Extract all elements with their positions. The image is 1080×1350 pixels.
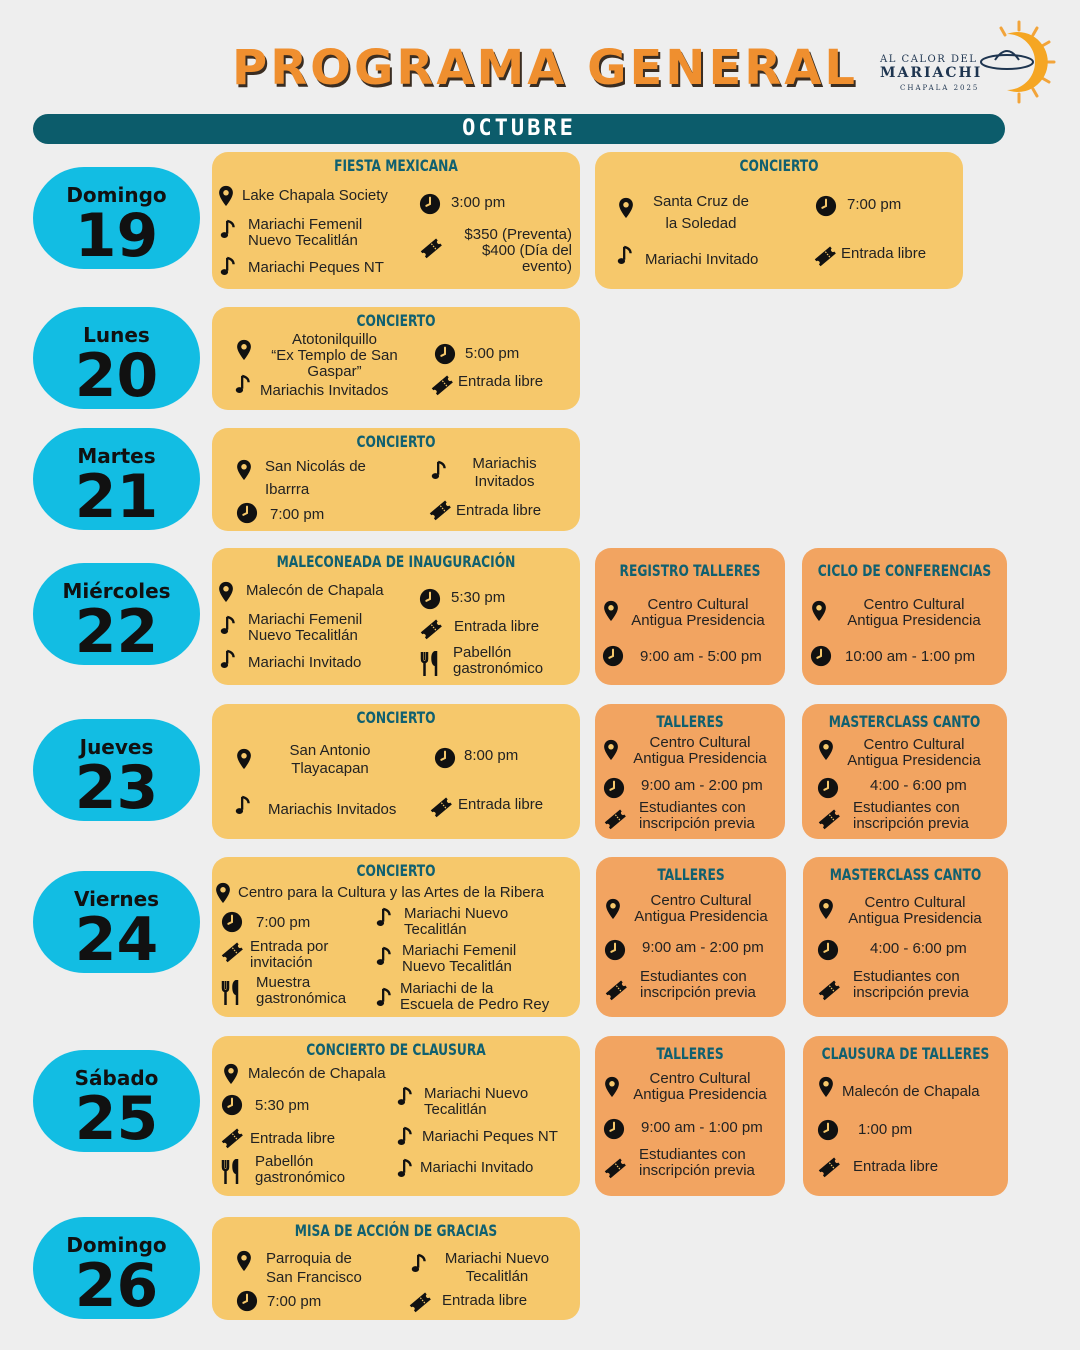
day-number: 24: [74, 905, 159, 975]
event-place: Malecón de Chapala: [246, 582, 384, 599]
clock-icon: [602, 645, 624, 667]
music-note-icon: [395, 1086, 417, 1108]
music-note-icon: [233, 374, 255, 396]
event-price: $350 (Preventa) $400 (Día del evento): [464, 226, 572, 275]
day-number: 19: [74, 201, 159, 271]
event-title: TALLERES: [656, 1044, 724, 1063]
event-food: Pabellón gastronómico: [453, 644, 544, 677]
clock-icon: [817, 1119, 839, 1141]
event-time: 10:00 am - 1:00 pm: [845, 648, 976, 665]
music-note-icon: [218, 649, 240, 671]
event-time: 7:00 pm: [267, 1293, 322, 1310]
festival-logo: [872, 20, 1062, 110]
event-card-talleres-25: [595, 1036, 785, 1196]
event-title: MASTERCLASS CANTO: [829, 865, 982, 884]
event-place: Centro Cultural Antigua Presidencia: [634, 892, 768, 925]
clock-icon: [434, 747, 456, 769]
event-note: Estudiantes con inscripción previa: [639, 1146, 755, 1179]
clock-icon: [815, 195, 837, 217]
day-name: Viernes: [73, 887, 160, 911]
event-group: Mariachis Invitados: [472, 455, 537, 490]
clock-icon: [221, 911, 243, 933]
music-note-icon: [395, 1126, 417, 1148]
clock-icon: [817, 777, 839, 799]
ticket-icon: [429, 795, 451, 817]
event-food: Pabellón gastronómico: [255, 1153, 346, 1186]
event-group: Mariachi Femenil Nuevo Tecalitlán: [248, 611, 363, 644]
event-time: 5:30 pm: [255, 1097, 310, 1114]
event-card-misa: [212, 1217, 580, 1320]
event-card-talleres-24: [596, 857, 786, 1017]
event-group: Mariachi Femenil Nuevo Tecalitlán: [402, 942, 517, 975]
clock-icon: [817, 939, 839, 961]
location-pin-icon: [600, 739, 622, 761]
clock-icon: [236, 1290, 258, 1312]
event-title: CICLO DE CONFERENCIAS: [817, 561, 992, 580]
event-group: Mariachi Nuevo Tecalitlán: [424, 1085, 529, 1118]
event-group: Mariachi Peques NT: [248, 259, 384, 276]
event-time: 9:00 am - 2:00 pm: [641, 777, 763, 794]
event-place: San Nicolás de Ibarrra: [265, 458, 366, 498]
day-name: Martes: [77, 444, 156, 468]
event-group: Mariachis Invitados: [268, 801, 397, 818]
day-pill-20: [33, 307, 200, 409]
page-title: PROGRAMA GENERAL: [232, 40, 858, 96]
ticket-icon: [813, 244, 835, 266]
event-place: San Antonio Tlayacapan: [289, 742, 371, 777]
ticket-icon: [603, 1156, 625, 1178]
event-time: 9:00 am - 2:00 pm: [642, 939, 764, 956]
event-group: Mariachis Invitados: [260, 382, 389, 399]
fork-knife-icon: [220, 980, 242, 1002]
event-place: Centro Cultural Antigua Presidencia: [848, 894, 982, 927]
location-pin-icon: [602, 898, 624, 920]
event-entry: Entrada libre: [853, 1158, 939, 1175]
location-pin-icon: [233, 1250, 255, 1272]
ticket-icon: [220, 940, 242, 962]
event-note: Estudiantes con inscripción previa: [639, 799, 755, 832]
location-pin-icon: [233, 459, 255, 481]
event-time: 7:00 pm: [256, 914, 311, 931]
event-group: Mariachi Invitado: [645, 251, 759, 268]
clock-icon: [604, 939, 626, 961]
clock-icon: [419, 193, 441, 215]
day-pill-25: [33, 1050, 200, 1152]
day-pill-26: [33, 1217, 200, 1319]
ticket-icon: [419, 236, 441, 258]
day-name: Jueves: [79, 735, 154, 759]
ticket-icon: [220, 1126, 242, 1148]
ticket-icon: [430, 373, 452, 395]
event-place: Centro Cultural Antigua Presidencia: [631, 596, 765, 629]
event-group: Mariachi Nuevo Tecalitlán: [444, 1250, 550, 1285]
month-banner: OCTUBRE: [33, 114, 1005, 144]
event-time: 5:30 pm: [451, 589, 506, 606]
clock-icon: [221, 1094, 243, 1116]
location-pin-icon: [233, 339, 255, 361]
day-pill-22: [33, 563, 200, 665]
music-note-icon: [374, 946, 396, 968]
event-time: 3:00 pm: [451, 194, 506, 211]
event-note: Estudiantes con inscripción previa: [640, 968, 756, 1001]
event-card-concierto-clausura: [212, 1036, 580, 1196]
day-name: Domingo: [66, 1233, 167, 1257]
event-card-masterclass-23: [802, 704, 1007, 839]
day-pill-19: [33, 167, 200, 269]
ticket-icon: [817, 1155, 839, 1177]
event-time: 9:00 am - 5:00 pm: [640, 648, 762, 665]
event-card-registro-talleres: [595, 548, 785, 685]
sun-hat-icon: [977, 20, 1062, 110]
event-place: Centro Cultural Antigua Presidencia: [847, 736, 981, 769]
event-title: CONCIERTO: [356, 861, 436, 880]
day-number: 22: [74, 597, 159, 667]
ticket-icon: [604, 978, 626, 1000]
event-title: MALECONEADA DE INAUGURACIÓN: [276, 552, 516, 571]
event-card-fiesta-mexicana: [212, 152, 580, 289]
event-title: MASTERCLASS CANTO: [828, 712, 981, 731]
day-number: 21: [74, 462, 159, 532]
location-pin-icon: [215, 185, 237, 207]
location-pin-icon: [220, 1063, 242, 1085]
event-time: 4:00 - 6:00 pm: [870, 777, 967, 794]
event-card-maleconeada: [212, 548, 580, 685]
event-entry: Entrada por invitación: [250, 938, 329, 971]
event-card-masterclass-24: [803, 857, 1008, 1017]
event-title: CONCIERTO DE CLAUSURA: [306, 1040, 486, 1059]
clock-icon: [419, 588, 441, 610]
clock-icon: [236, 502, 258, 524]
day-name: Lunes: [83, 323, 150, 347]
event-place: Malecón de Chapala: [842, 1083, 980, 1100]
clock-icon: [434, 343, 456, 365]
music-note-icon: [374, 907, 396, 929]
event-card-concierto-21: [212, 428, 580, 531]
event-entry: Entrada libre: [250, 1130, 336, 1147]
music-note-icon: [218, 256, 240, 278]
location-pin-icon: [808, 600, 830, 622]
ticket-icon: [603, 807, 625, 829]
event-card-clausura-talleres: [803, 1036, 1008, 1196]
event-place: Parroquia de San Francisco: [266, 1250, 362, 1286]
day-number: 26: [74, 1251, 159, 1321]
event-title: CONCIERTO: [356, 311, 436, 330]
music-note-icon: [429, 460, 451, 482]
ticket-icon: [419, 617, 441, 639]
event-entry: Entrada libre: [442, 1292, 528, 1309]
clock-icon: [603, 777, 625, 799]
event-card-ciclo-conferencias: [802, 548, 1007, 685]
location-pin-icon: [212, 882, 234, 904]
event-place: Santa Cruz de la Soledad: [653, 193, 749, 232]
day-name: Miércoles: [62, 579, 171, 603]
logo-line-3: CHAPALA 2025: [900, 84, 980, 92]
fork-knife-icon: [419, 651, 441, 673]
ticket-icon: [817, 807, 839, 829]
event-entry: Entrada libre: [456, 502, 542, 519]
music-note-icon: [374, 987, 396, 1009]
day-name: Domingo: [66, 183, 167, 207]
event-entry: Entrada libre: [454, 618, 540, 635]
location-pin-icon: [615, 197, 637, 219]
event-place: Centro Cultural Antigua Presidencia: [847, 596, 981, 629]
day-number: 20: [74, 341, 159, 411]
event-title: FIESTA MEXICANA: [334, 156, 458, 175]
event-title: CONCIERTO: [356, 708, 436, 727]
event-time: 7:00 pm: [270, 506, 325, 523]
event-card-concierto-23: [212, 704, 580, 839]
clock-icon: [603, 1118, 625, 1140]
event-title: CONCIERTO: [356, 432, 436, 451]
event-entry: Entrada libre: [841, 245, 927, 262]
location-pin-icon: [600, 600, 622, 622]
event-group: Mariachi Femenil Nuevo Tecalitlán: [248, 216, 363, 249]
event-title: TALLERES: [657, 865, 725, 884]
event-time: 1:00 pm: [858, 1121, 913, 1138]
event-card-concierto-19: [595, 152, 963, 289]
music-note-icon: [395, 1158, 417, 1180]
music-note-icon: [233, 795, 255, 817]
clock-icon: [810, 645, 832, 667]
event-entry: Entrada libre: [458, 373, 544, 390]
logo-line-1: AL CALOR DEL: [880, 54, 978, 65]
location-pin-icon: [815, 1076, 837, 1098]
day-name: Sábado: [74, 1066, 159, 1090]
event-place: Centro Cultural Antigua Presidencia: [633, 734, 767, 767]
event-card-concierto-20: [212, 307, 580, 410]
event-entry: Entrada libre: [458, 796, 544, 813]
event-time: 5:00 pm: [465, 345, 520, 362]
ticket-icon: [408, 1290, 430, 1312]
location-pin-icon: [815, 739, 837, 761]
day-number: 23: [74, 753, 159, 823]
day-pill-21: [33, 428, 200, 530]
fork-knife-icon: [220, 1159, 242, 1181]
event-place: Malecón de Chapala: [248, 1065, 386, 1082]
event-group: Mariachi Nuevo Tecalitlán: [404, 905, 509, 938]
event-time: 9:00 am - 1:00 pm: [641, 1119, 763, 1136]
music-note-icon: [218, 219, 240, 241]
event-group: Mariachi Invitado: [420, 1159, 534, 1176]
event-title: REGISTRO TALLERES: [619, 561, 761, 580]
ticket-icon: [428, 498, 450, 520]
event-place: Atotonilquillo “Ex Templo de San Gaspar”: [271, 331, 398, 380]
event-group: Mariachi Peques NT: [422, 1128, 558, 1145]
event-time: 8:00 pm: [464, 747, 519, 764]
event-title: CONCIERTO: [739, 156, 819, 175]
event-place: Lake Chapala Society: [242, 187, 388, 204]
event-place: Centro Cultural Antigua Presidencia: [633, 1070, 767, 1103]
event-note: Estudiantes con inscripción previa: [853, 799, 969, 832]
event-title: TALLERES: [656, 712, 724, 731]
event-place: Centro para la Cultura y las Artes de la Ribera: [238, 884, 544, 901]
day-pill-23: [33, 719, 200, 821]
day-number: 25: [74, 1084, 159, 1154]
music-note-icon: [615, 245, 637, 267]
music-note-icon: [218, 615, 240, 637]
location-pin-icon: [601, 1076, 623, 1098]
event-group: Mariachi Invitado: [248, 654, 362, 671]
event-time: 4:00 - 6:00 pm: [870, 940, 967, 957]
event-time: 7:00 pm: [847, 196, 902, 213]
event-title: MISA DE ACCIÓN DE GRACIAS: [294, 1221, 498, 1240]
event-food: Muestra gastronómica: [256, 974, 347, 1007]
event-card-talleres-23: [595, 704, 785, 839]
music-note-icon: [409, 1253, 431, 1275]
event-card-concierto-24: [212, 857, 580, 1017]
event-title: CLAUSURA DE TALLERES: [821, 1044, 990, 1063]
event-note: Estudiantes con inscripción previa: [853, 968, 969, 1001]
event-group: Mariachi de la Escuela de Pedro Rey: [400, 980, 550, 1013]
location-pin-icon: [233, 748, 255, 770]
logo-line-2: MARIACHI: [880, 65, 983, 81]
ticket-icon: [817, 978, 839, 1000]
location-pin-icon: [215, 581, 237, 603]
day-pill-24: [33, 871, 200, 973]
location-pin-icon: [815, 898, 837, 920]
